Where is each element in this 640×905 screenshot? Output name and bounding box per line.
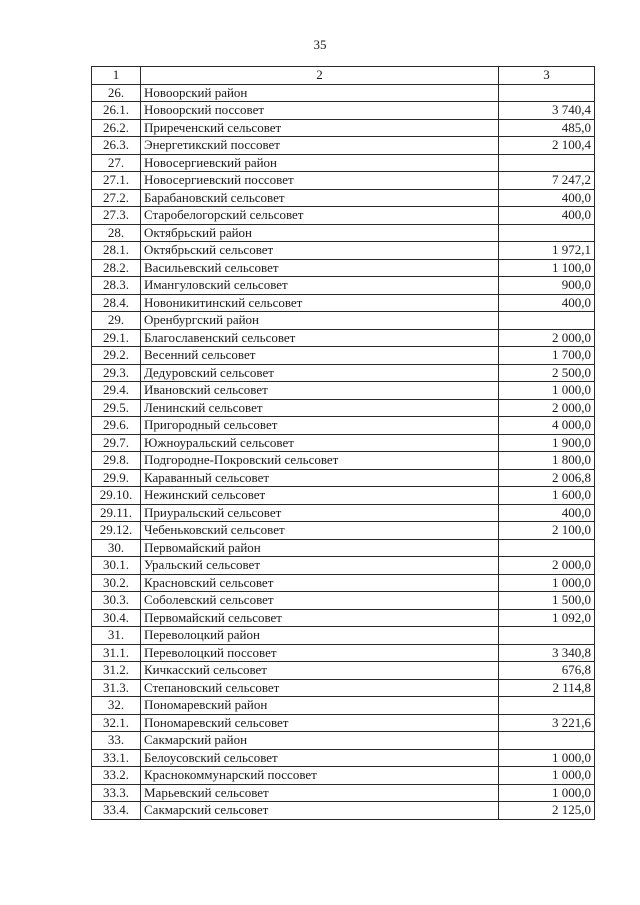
row-value-cell [499,84,595,102]
row-value-cell: 2 000,0 [499,399,595,417]
row-name-cell: Пригородный сельсовет [141,417,499,435]
row-number-cell: 26. [92,84,141,102]
table-header-row [92,67,595,85]
row-name-cell: Пономаревский район [141,697,499,715]
row-value-cell [499,539,595,557]
table-row [92,189,595,207]
row-number-cell: 29.8. [92,452,141,470]
table-row [92,399,595,417]
row-name-cell: Чебеньковский сельсовет [141,522,499,540]
row-number-cell: 32.1. [92,714,141,732]
table-row [92,697,595,715]
table-row [92,277,595,295]
table-row [92,137,595,155]
table-row [92,802,595,820]
table-row [92,224,595,242]
table-row [92,627,595,645]
row-value-cell: 1 000,0 [499,767,595,785]
row-name-cell: Краснокоммунарский поссовет [141,767,499,785]
table-row [92,364,595,382]
row-number-cell: 29.10. [92,487,141,505]
column-header-number: 1 [92,67,141,85]
table-row [92,154,595,172]
row-number-cell: 28. [92,224,141,242]
table-row [92,207,595,225]
row-number-cell: 31.3. [92,679,141,697]
row-value-cell [499,154,595,172]
row-value-cell: 1 700,0 [499,347,595,365]
row-value-cell: 1 500,0 [499,592,595,610]
table-row [92,84,595,102]
row-value-cell: 1 092,0 [499,609,595,627]
row-value-cell: 900,0 [499,277,595,295]
row-number-cell: 29.6. [92,417,141,435]
row-name-cell: Новоорский поссовет [141,102,499,120]
row-number-cell: 26.1. [92,102,141,120]
table-row [92,329,595,347]
row-name-cell: Уральский сельсовет [141,557,499,575]
row-name-cell: Оренбургский район [141,312,499,330]
row-value-cell: 1 000,0 [499,382,595,400]
row-value-cell: 1 900,0 [499,434,595,452]
row-number-cell: 27.1. [92,172,141,190]
row-value-cell: 400,0 [499,189,595,207]
row-value-cell: 1 000,0 [499,574,595,592]
row-number-cell: 31.1. [92,644,141,662]
table-row [92,732,595,750]
table-row [92,172,595,190]
row-number-cell: 28.4. [92,294,141,312]
row-number-cell: 30.1. [92,557,141,575]
row-value-cell: 1 800,0 [499,452,595,470]
table-row [92,347,595,365]
row-value-cell: 2 100,0 [499,522,595,540]
row-number-cell: 29.5. [92,399,141,417]
table-row [92,522,595,540]
row-name-cell: Новосергиевский район [141,154,499,172]
row-number-cell: 29.7. [92,434,141,452]
row-value-cell: 485,0 [499,119,595,137]
row-value-cell: 4 000,0 [499,417,595,435]
row-number-cell: 33.1. [92,749,141,767]
row-name-cell: Переволоцкий поссовет [141,644,499,662]
row-name-cell: Имангуловский сельсовет [141,277,499,295]
column-header-value: 3 [499,67,595,85]
row-name-cell: Степановский сельсовет [141,679,499,697]
table-row [92,242,595,260]
row-value-cell: 3 340,8 [499,644,595,662]
table-row [92,382,595,400]
table-row [92,662,595,680]
row-value-cell [499,697,595,715]
row-value-cell: 2 000,0 [499,329,595,347]
row-number-cell: 30.2. [92,574,141,592]
table-row [92,539,595,557]
table-row [92,259,595,277]
row-number-cell: 29.2. [92,347,141,365]
row-name-cell: Красновский сельсовет [141,574,499,592]
row-number-cell: 33.3. [92,784,141,802]
row-number-cell: 28.1. [92,242,141,260]
budget-table [91,66,595,820]
row-name-cell: Переволоцкий район [141,627,499,645]
row-value-cell: 7 247,2 [499,172,595,190]
row-number-cell: 31.2. [92,662,141,680]
row-number-cell: 28.2. [92,259,141,277]
table-row [92,784,595,802]
row-number-cell: 28.3. [92,277,141,295]
row-name-cell: Ленинский сельсовет [141,399,499,417]
row-name-cell: Октябрьский район [141,224,499,242]
table-row [92,679,595,697]
row-number-cell: 31. [92,627,141,645]
row-number-cell: 32. [92,697,141,715]
row-value-cell: 2 114,8 [499,679,595,697]
row-value-cell: 1 000,0 [499,749,595,767]
row-number-cell: 30. [92,539,141,557]
row-number-cell: 29.11. [92,504,141,522]
row-value-cell [499,732,595,750]
row-value-cell: 1 100,0 [499,259,595,277]
table-row [92,592,595,610]
row-name-cell: Энергетикский поссовет [141,137,499,155]
page-number: 35 [313,37,327,52]
table-row [92,574,595,592]
row-name-cell: Сакмарский район [141,732,499,750]
row-number-cell: 30.3. [92,592,141,610]
row-value-cell: 1 000,0 [499,784,595,802]
row-value-cell: 1 972,1 [499,242,595,260]
row-name-cell: Весенний сельсовет [141,347,499,365]
row-number-cell: 33. [92,732,141,750]
row-name-cell: Подгородне-Покровский сельсовет [141,452,499,470]
table-row [92,294,595,312]
row-value-cell: 400,0 [499,504,595,522]
row-value-cell: 2 100,4 [499,137,595,155]
row-name-cell: Соболевский сельсовет [141,592,499,610]
column-header-name: 2 [141,67,499,85]
row-name-cell: Марьевский сельсовет [141,784,499,802]
row-number-cell: 26.3. [92,137,141,155]
table-row [92,749,595,767]
row-name-cell: Благославенский сельсовет [141,329,499,347]
row-name-cell: Белоусовский сельсовет [141,749,499,767]
table-row [92,644,595,662]
table-row [92,504,595,522]
row-name-cell: Дедуровский сельсовет [141,364,499,382]
row-number-cell: 29. [92,312,141,330]
table-row [92,469,595,487]
table-row [92,102,595,120]
row-name-cell: Нежинский сельсовет [141,487,499,505]
row-value-cell: 2 000,0 [499,557,595,575]
row-number-cell: 27.3. [92,207,141,225]
table-row [92,312,595,330]
row-value-cell: 400,0 [499,294,595,312]
table-row [92,452,595,470]
row-number-cell: 30.4. [92,609,141,627]
table-row [92,557,595,575]
row-value-cell: 400,0 [499,207,595,225]
row-value-cell: 676,8 [499,662,595,680]
row-name-cell: Старобелогорский сельсовет [141,207,499,225]
row-name-cell: Южноуральский сельсовет [141,434,499,452]
table-row [92,487,595,505]
row-name-cell: Караванный сельсовет [141,469,499,487]
row-name-cell: Приуральский сельсовет [141,504,499,522]
row-value-cell [499,224,595,242]
row-number-cell: 29.3. [92,364,141,382]
table-row [92,714,595,732]
row-name-cell: Первомайский сельсовет [141,609,499,627]
table-row [92,119,595,137]
row-name-cell: Приреченский сельсовет [141,119,499,137]
table-row [92,434,595,452]
row-name-cell: Новоорский район [141,84,499,102]
row-name-cell: Новосергиевский поссовет [141,172,499,190]
row-name-cell: Новоникитинский сельсовет [141,294,499,312]
row-name-cell: Первомайский район [141,539,499,557]
row-value-cell [499,312,595,330]
row-value-cell [499,627,595,645]
row-number-cell: 27. [92,154,141,172]
row-number-cell: 27.2. [92,189,141,207]
table-row [92,417,595,435]
row-name-cell: Октябрьский сельсовет [141,242,499,260]
row-number-cell: 26.2. [92,119,141,137]
table-row [92,609,595,627]
row-value-cell: 3 221,6 [499,714,595,732]
row-number-cell: 33.4. [92,802,141,820]
table-body [92,67,595,820]
row-value-cell: 2 125,0 [499,802,595,820]
row-number-cell: 29.4. [92,382,141,400]
row-value-cell: 3 740,4 [499,102,595,120]
row-value-cell: 2 500,0 [499,364,595,382]
row-name-cell: Васильевский сельсовет [141,259,499,277]
row-number-cell: 29.1. [92,329,141,347]
row-name-cell: Кичкасский сельсовет [141,662,499,680]
row-name-cell: Пономаревский сельсовет [141,714,499,732]
row-number-cell: 29.9. [92,469,141,487]
row-name-cell: Ивановский сельсовет [141,382,499,400]
row-number-cell: 29.12. [92,522,141,540]
row-value-cell: 2 006,8 [499,469,595,487]
row-name-cell: Барабановский сельсовет [141,189,499,207]
table-row [92,767,595,785]
row-name-cell: Сакмарский сельсовет [141,802,499,820]
row-value-cell: 1 600,0 [499,487,595,505]
row-number-cell: 33.2. [92,767,141,785]
